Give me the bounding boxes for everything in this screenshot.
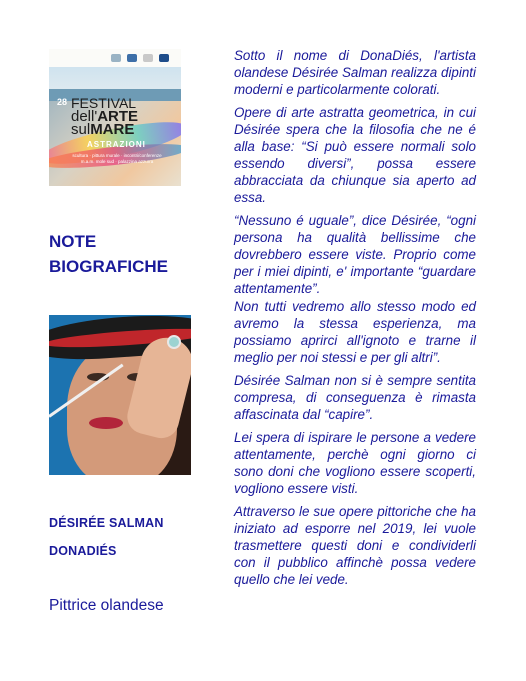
bio-paragraph: “Nessuno é uguale”, dice Désirée, “ogni persona ha qualità bellissime che dovrebbero essere viste. Proprio come per i miei dipinti, e' importante “guardare attentamente”. [234,213,476,296]
artist-name: DÉSIRÉE SALMAN [49,516,164,530]
poster-title [71,97,179,136]
poster-details: scultura · pittura murale · incontri/conferenze m.a.m. mole sud · palazzina azzurra [72,153,162,164]
bio-paragraph: Sotto il nome di DonaDiés, l'artista olandese Désirée Salman realizza dipinti moderni e particolarmente colorati. [234,48,476,97]
heading-line: NOTE [49,232,97,251]
sponsor-logo [127,54,137,62]
bio-paragraph: Opere di arte astratta geometrica, in cui Désirée spera che la filosofia che ne é alla base: “Si può essere normali solo essendo diversi”, possa essere abbracciata da chiunque sia aperto ad essa. [234,105,476,205]
sponsor-logo [111,54,121,62]
poster-edition-number: 28 [57,97,68,107]
festival-poster-image [49,49,181,186]
sponsor-logo [143,54,153,62]
artist-name-alias: DONADIÉS [49,544,117,558]
bio-paragraph: Désirée Salman non si è sempre sentita compresa, di conseguenza è rimasta affascinata dal “capire”. [234,373,476,422]
sponsor-logos [49,49,181,67]
poster-title-line: dell'ARTE [71,108,139,125]
bio-paragraph: Lei spera di ispirare le persone a vedere attentamente, perchè ogni giorno ci sono doni che vogliono essere scoperti, vogliono essere visti. [234,430,476,496]
section-heading [49,229,199,279]
bio-paragraph: Attraverso le sue opere pittoriche che ha iniziato ad esporre nel 2019, lei vuole trasmettere questi doni e condividerli con il pubblico affinchè possa vedere quello che lei vede. [234,504,476,587]
bio-paragraph: Non tutti vedremo allo stesso modo ed avremo la stessa esperienza, ma possiamo aprirci all'ignoto e trarne il meglio per noi stessi e per gli altri”. [234,299,476,365]
artist-portrait-image [49,315,191,475]
poster-title-line: sulMARE [71,121,135,138]
artist-role: Pittrice olandese [49,597,164,614]
poster-subtitle: ASTRAZIONI [87,140,146,149]
biography-text [234,47,476,594]
heading-line: BIOGRAFICHE [49,257,168,276]
poster-title-line: FESTIVAL [71,95,137,111]
sponsor-logo [159,54,169,62]
